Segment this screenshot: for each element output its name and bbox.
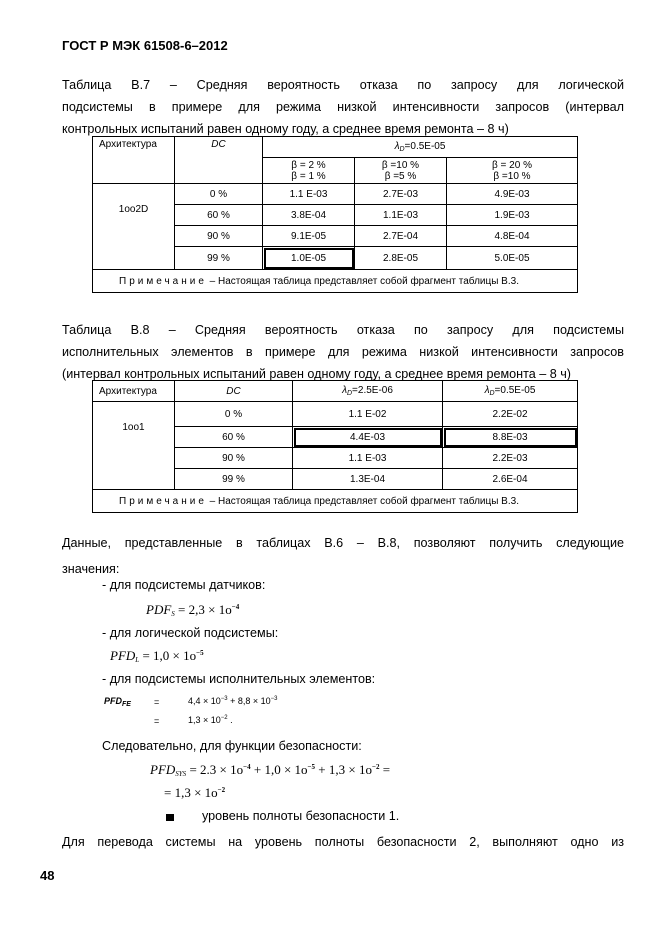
table8-note-text: – Настоящая таблица представляет собой фрагмент таблицы В.3.: [206, 495, 519, 507]
formula-logic: [110, 648, 204, 664]
beta-d-2: β =5 %: [384, 170, 417, 182]
table8-arch-cell: 1oo1: [93, 402, 175, 490]
table7-head-arch: Архитектура: [93, 137, 175, 184]
f4-d: =: [379, 762, 391, 777]
table7-cell-highlighted: 1.0E-05: [263, 247, 355, 270]
f1-sub: S: [171, 610, 175, 618]
f3-e3: −2: [220, 715, 228, 721]
f4-lhs: PFD: [150, 762, 176, 777]
table7-caption-line-3: контрольных испытаний равен одному году, а среднее время ремонта – 8 ч): [62, 122, 509, 136]
consequently-line: Следовательно, для функции безопасности:: [102, 739, 362, 753]
f3-sub: FE: [122, 701, 131, 708]
table8-cell: 2.2E-03: [443, 448, 578, 469]
table8-cell-highlighted: 4.4E-03: [293, 427, 443, 448]
bullet-square-icon: [166, 814, 174, 821]
table8-cell: 90 %: [175, 448, 293, 469]
f3-eq-1: =: [154, 697, 160, 707]
table8-note-label: Примечание: [119, 495, 207, 507]
table8-head-arch: Архитектура: [93, 381, 175, 402]
f3-l1: 4,4 × 10: [188, 696, 221, 706]
table7-caption: [62, 74, 624, 140]
f3-e1: −3: [220, 696, 228, 702]
table7-cell: 3.8E-04: [263, 205, 355, 226]
item-logic: - для логической подсистемы:: [102, 626, 279, 640]
table7-cell: 2.8E-05: [355, 247, 447, 270]
f1-exp: −4: [231, 603, 240, 611]
beta-1: β = 2 %: [291, 159, 326, 171]
f1-lhs: PDF: [146, 602, 172, 617]
table7-note-label: Примечание: [119, 275, 207, 287]
table7-caption-line-1: Таблица В.7 – Средняя вероятность отказа по запросу для логической: [62, 78, 624, 92]
table7-cell: 2.7E-04: [355, 226, 447, 247]
lambda-sub-d: D: [489, 390, 495, 397]
f4-r: = 1,3 × 1o: [164, 785, 218, 800]
table7-cell: 4.8E-04: [447, 226, 578, 247]
table8-cell: 0 %: [175, 402, 293, 427]
f4-a: = 2.3 × 1o: [186, 762, 244, 777]
table7-cell: 1.1E-03: [355, 205, 447, 226]
f2-rhs: = 1,0 × 1o: [139, 648, 197, 663]
table8-cell: 1.1 E-02: [293, 402, 443, 427]
table8-head-lambda-2-value: =0.5E-05: [494, 385, 536, 396]
table8-head-lambda-1-value: =2.5E-06: [352, 385, 393, 396]
table7-cell: 1.1 E-03: [263, 184, 355, 205]
table8-note: [93, 490, 578, 513]
beta-d-1: β = 1 %: [291, 170, 326, 182]
table7-beta-col-3: [447, 158, 578, 184]
table7-cell: 9.1E-05: [263, 226, 355, 247]
table7-cell: 90 %: [175, 226, 263, 247]
page-number: 48: [40, 868, 55, 883]
table8-caption-line-3: (интервал контрольных испытаний равен одному году, а среднее время ремонта – 8 ч): [62, 367, 571, 381]
last-line-text: Для перевода системы на уровень полноты безопасности 2, выполняют одно из: [62, 835, 624, 849]
f3-mid: + 8,8 × 10: [227, 696, 271, 706]
f1-rhs: = 2,3 × 1o: [174, 602, 232, 617]
f4-e2: −5: [307, 763, 316, 771]
intro-paragraph: [62, 530, 624, 582]
formula-sensors: [146, 602, 239, 618]
f3-end: .: [227, 715, 233, 725]
intro-line-2: значения:: [62, 562, 120, 576]
table8-cell: 2.2E-02: [443, 402, 578, 427]
f4-e1: −4: [243, 763, 251, 771]
table8: [92, 380, 578, 513]
table7-head-lambda: [263, 137, 578, 158]
table8-caption-line-2: исполнительных элементов в примере для режима низкой интенсивности запросов: [62, 345, 624, 359]
table7-head-lambda-value: =0.5E-05: [404, 141, 446, 153]
f3-lhs: PFD: [104, 696, 122, 706]
table8-caption: [62, 319, 624, 385]
item-sensors: - для подсистемы датчиков:: [102, 578, 266, 592]
table8-head-dc: DC: [175, 381, 293, 402]
f4-sub: SYS: [175, 770, 187, 778]
f4-c: + 1,3 × 1o: [315, 762, 372, 777]
f3-eq-2: =: [154, 716, 160, 726]
lambda-symbol: λ: [342, 385, 347, 396]
f4-e3: −2: [371, 763, 380, 771]
f3-l2: 1,3 × 10: [188, 715, 221, 725]
table7: [92, 136, 578, 293]
table7-beta-col-1: [263, 158, 355, 184]
last-line: [62, 831, 624, 853]
lambda-sub-d: D: [399, 146, 405, 154]
table8-cell-highlighted: 8.8E-03: [443, 427, 578, 448]
table7-cell: 2.7E-03: [355, 184, 447, 205]
table7-cell: 5.0E-05: [447, 247, 578, 270]
table8-cell: 1.3E-04: [293, 469, 443, 490]
table8-cell: 99 %: [175, 469, 293, 490]
table7-head-dc: DC: [175, 137, 263, 184]
bullet-text: уровень полноты безопасности 1.: [202, 809, 400, 823]
table8-caption-line-1: Таблица В.8 – Средняя вероятность отказа по запросу для подсистемы: [62, 323, 624, 337]
lambda-symbol: λ: [394, 141, 400, 153]
f3-line-2: [188, 715, 233, 725]
table8-cell: 2.6E-04: [443, 469, 578, 490]
table7-cell: 99 %: [175, 247, 263, 270]
lambda-symbol: λ: [484, 385, 490, 396]
table8-head-lambda-1: [293, 381, 443, 402]
table8-cell: 60 %: [175, 427, 293, 448]
beta-3: β = 20 %: [492, 159, 532, 171]
f4-b: + 1,0 × 1o: [250, 762, 308, 777]
f3-line-1: [188, 696, 278, 706]
table7-note-text: – Настоящая таблица представляет собой фрагмент таблицы В.3.: [206, 275, 519, 287]
document-header: ГОСТ Р МЭК 61508-6–2012: [62, 38, 228, 53]
table7-arch-cell: 1oo2D: [93, 184, 175, 270]
table7-cell: 0 %: [175, 184, 263, 205]
formula-system: [150, 762, 390, 778]
table7-cell: 4.9E-03: [447, 184, 578, 205]
formula-system-result: [164, 785, 225, 801]
table7-cell: 60 %: [175, 205, 263, 226]
beta-2: β =10 %: [381, 159, 420, 171]
f2-sub: L: [135, 656, 140, 664]
table8-head-lambda-2: [443, 381, 578, 402]
lambda-sub-d: D: [346, 390, 353, 397]
table7-caption-line-2: подсистемы в примере для режима низкой интенсивности запросов (интервал: [62, 100, 624, 114]
formula-actuators: [104, 696, 131, 708]
f4-re: −2: [217, 786, 226, 794]
table8-cell: 1.1 E-03: [293, 448, 443, 469]
f2-lhs: PFD: [110, 648, 136, 663]
table7-beta-col-2: [355, 158, 447, 184]
intro-line-1: Данные, представленные в таблицах В.6 – В.8, позволяют получить следующие: [62, 536, 624, 550]
f3-e2: −3: [270, 696, 278, 702]
table7-note: [93, 270, 578, 293]
table7-cell: 1.9E-03: [447, 205, 578, 226]
beta-d-3: β =10 %: [493, 170, 531, 182]
f2-exp: −5: [196, 649, 204, 657]
item-actuators: - для подсистемы исполнительных элементов:: [102, 672, 376, 686]
